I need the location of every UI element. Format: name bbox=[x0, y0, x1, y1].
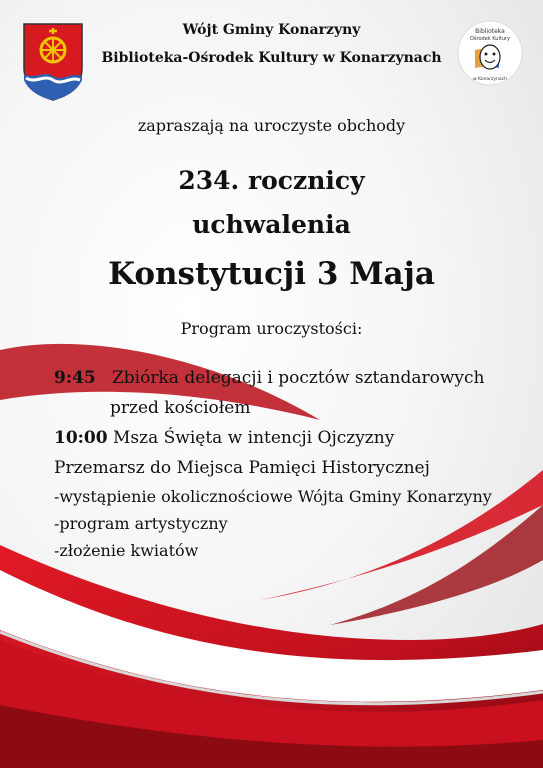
organizer-line-1: Wójt Gminy Konarzyny bbox=[182, 22, 361, 38]
title-line-2: uchwalenia bbox=[192, 210, 351, 239]
svg-text:Ośrodek Kultury: Ośrodek Kultury bbox=[469, 36, 511, 42]
program-item bbox=[54, 483, 534, 510]
program-item bbox=[54, 537, 534, 564]
program-text: Zbiórka delegacji i pocztów sztandarowych bbox=[111, 368, 485, 388]
program-list bbox=[54, 363, 534, 564]
program-time: 10:00 bbox=[54, 428, 108, 448]
library-theatre-mask-logo bbox=[457, 20, 523, 86]
program-item bbox=[54, 363, 534, 393]
program-item bbox=[54, 510, 534, 537]
title-line-3: Konstytucji 3 Maja bbox=[108, 256, 435, 292]
program-text: -złożenie kwiatów bbox=[54, 541, 199, 560]
program-text: przed kościołem bbox=[110, 398, 251, 418]
program-text: -program artystyczny bbox=[54, 514, 228, 533]
program-heading: Program uroczystości: bbox=[180, 319, 363, 338]
program-time: 9:45 bbox=[54, 368, 96, 388]
program-text: Msza Święta w intencji Ojczyzny bbox=[113, 428, 395, 448]
invitation-text: zapraszają na uroczyste obchody bbox=[137, 116, 406, 135]
svg-text:Biblioteka: Biblioteka bbox=[475, 28, 505, 35]
program-text: -wystąpienie okolicznościowe Wójta Gminy Konarzyny bbox=[54, 487, 492, 506]
program-item bbox=[54, 423, 534, 453]
program-item bbox=[54, 453, 534, 483]
organizer-line-2: Biblioteka-Ośrodek Kultury w Konarzynach bbox=[101, 50, 442, 66]
program-item-continuation bbox=[54, 393, 534, 423]
title-line-1: 234. rocznicy bbox=[178, 166, 365, 195]
program-text: Przemarsz do Miejsca Pamięci Historycznej bbox=[54, 458, 430, 478]
svg-text:w Konarzynach: w Konarzynach bbox=[472, 77, 508, 82]
